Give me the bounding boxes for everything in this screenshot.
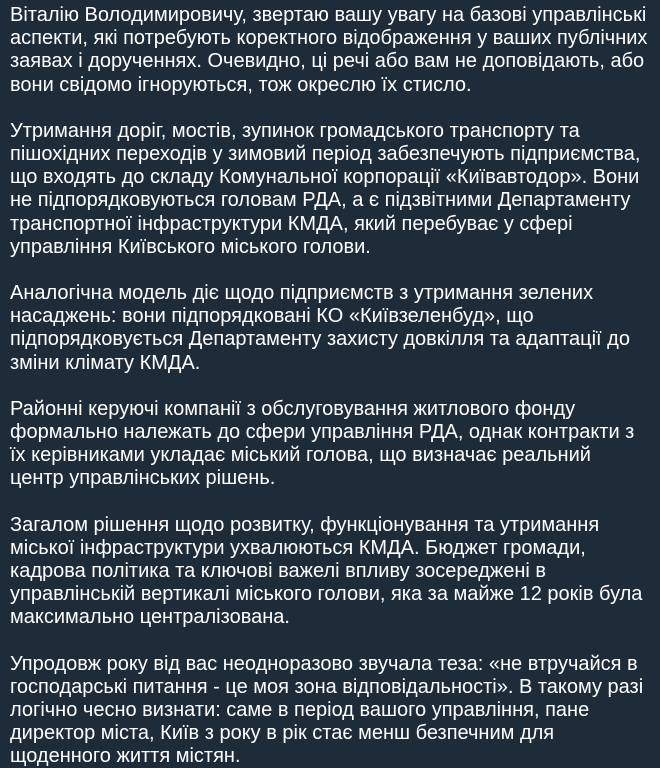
message-paragraph: Аналогічна модель діє щодо підприємств з утримання зелених насаджень: вони підпорядковані КО «Київзеленбуд», що підпорядковується Департаменту захисту довкілля та адаптації до зміни клімату КМДА.: [10, 282, 630, 374]
message-paragraph: Утримання доріг, мостів, зупинок громадського транспорту та пішохідних переходів у зимовий період забезпечують підприємства, що входять до складу Комунальної корпорації «Київавтодор». Вони не підпорядковуються головам РДА, а є підзвітними Департаменту транспортної інфраструктури КМДА, який перебуває у сфері управління Київського міського голови.: [10, 119, 641, 258]
message-paragraph: Упродовж року від вас неодноразово звучала теза: «не втручайся в господарські питання - це моя зона відповідальності». В такому разі логічно чесно визнати: саме в період вашого управління, пане директор міста, Київ з року в рік стає менш безпечним для щоденного життя містян.: [10, 652, 644, 768]
message-paragraph: Віталію Володимировичу, звертаю вашу увагу на базові управлінські аспекти, які потребують коректного відображення у ваших публічних заявах і дорученнях. Очевидно, ці речі або вам не доповідають, або вони свідомо ігноруються, тож окреслю їх стисло.: [10, 4, 648, 96]
message-paragraph: Районні керуючі компанії з обслуговування житлового фонду формально належать до сфери управління РДА, однак контракти з їх керівниками укладає міський голова, що визначає реальний центр управлінських рішень.: [10, 397, 635, 490]
message-paragraph: Загалом рішення щодо розвитку, функціонування та утримання міської інфраструктури ухвалюються КМДА. Бюджет громади, кадрова політика та ключові важелі впливу зосереджені в управлінській вертикалі міського голови, яка за майже 12 років була максимально централізована.: [10, 513, 643, 629]
